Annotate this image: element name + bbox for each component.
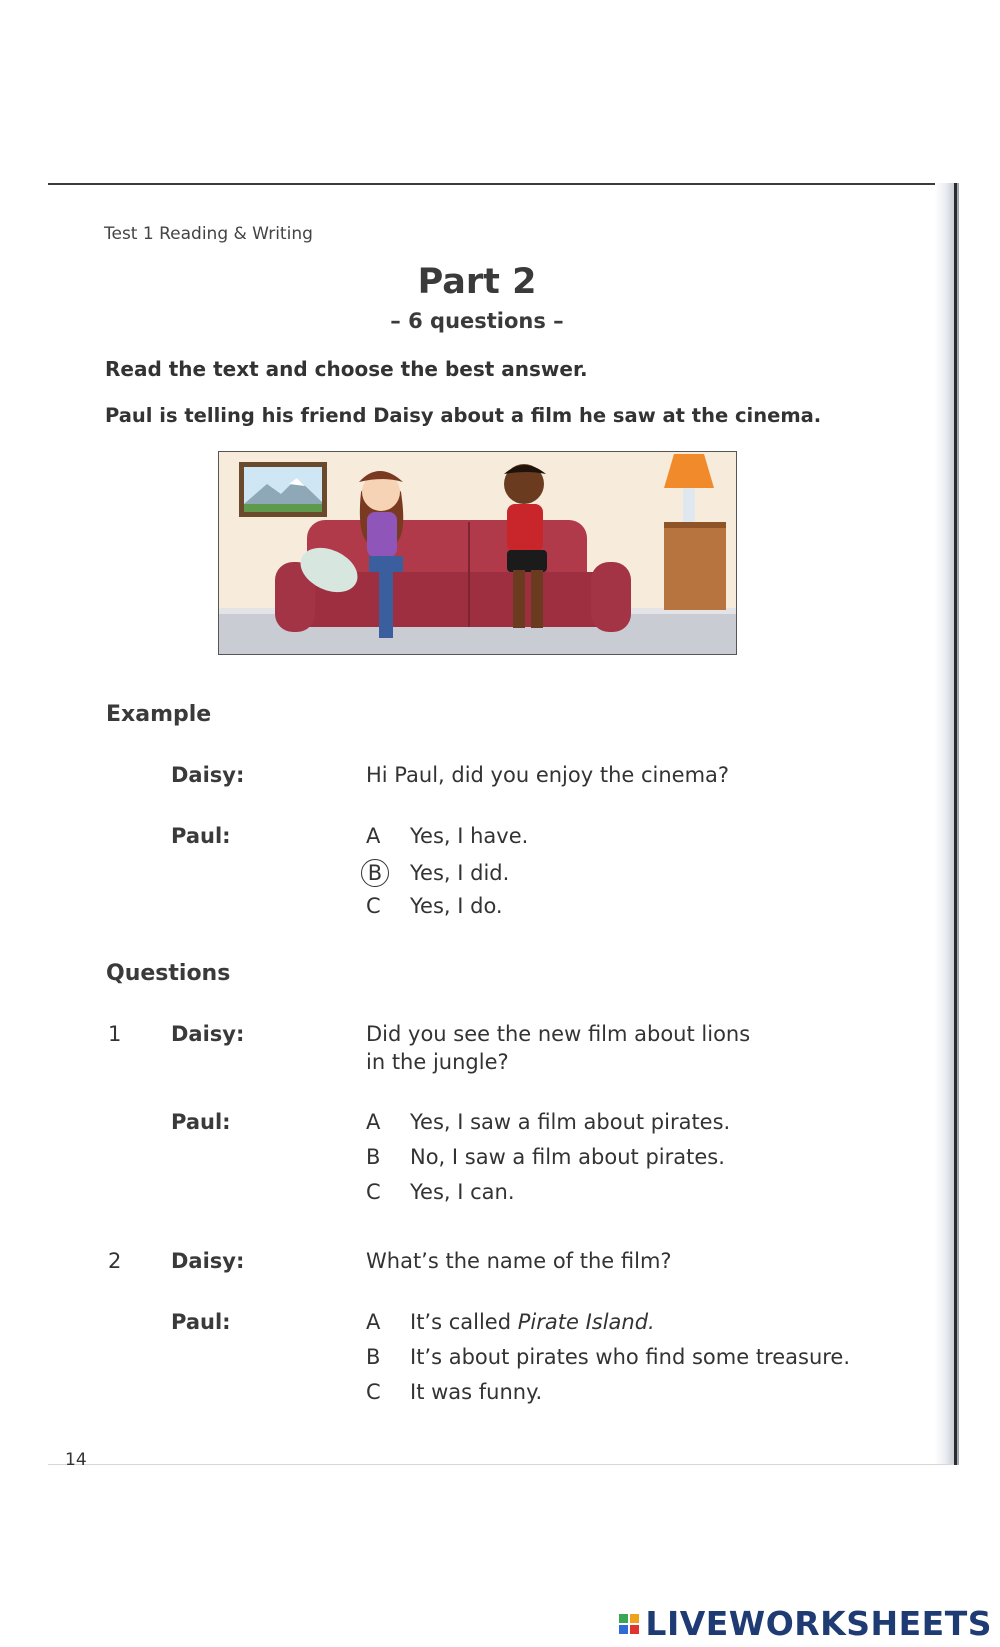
option-text: It was funny. bbox=[410, 1380, 543, 1404]
option-letter: C bbox=[366, 1180, 381, 1204]
option-text: Yes, I have. bbox=[410, 824, 529, 848]
q1-daisy-label: Daisy: bbox=[171, 1022, 245, 1046]
option-letter: C bbox=[366, 894, 381, 918]
page-number: 14 bbox=[65, 1450, 87, 1470]
option-letter: B bbox=[366, 1345, 381, 1369]
part-title: Part 2 bbox=[417, 262, 537, 302]
q1-option-b[interactable] bbox=[366, 1145, 725, 1169]
example-daisy-line: Hi Paul, did you enjoy the cinema? bbox=[366, 763, 730, 787]
option-text: Yes, I can. bbox=[410, 1180, 515, 1204]
example-heading: Example bbox=[106, 702, 212, 727]
questions-heading: Questions bbox=[106, 961, 231, 986]
selected-answer-circle: B bbox=[361, 859, 389, 887]
two-children-on-sofa-illustration bbox=[218, 451, 737, 655]
option-letter: C bbox=[366, 1380, 381, 1404]
q1-daisy-line-2: in the jungle? bbox=[366, 1050, 509, 1074]
instruction-text: Read the text and choose the best answer. bbox=[105, 357, 588, 381]
option-letter: B bbox=[366, 1145, 381, 1169]
option-letter: A bbox=[366, 824, 381, 848]
option-letter-circled bbox=[366, 859, 410, 887]
option-letter: A bbox=[366, 1110, 381, 1134]
option-text: Yes, I did. bbox=[410, 861, 510, 885]
liveworksheets-brand[interactable] bbox=[619, 1604, 992, 1643]
q1-option-c[interactable] bbox=[366, 1180, 515, 1204]
film-title: Pirate Island. bbox=[517, 1310, 655, 1334]
q2-option-a[interactable] bbox=[366, 1310, 655, 1334]
question-number: 1 bbox=[108, 1022, 122, 1046]
page-bottom-edge bbox=[48, 1464, 954, 1465]
liveworksheets-logo-icon bbox=[619, 1614, 639, 1634]
context-text: Paul is telling his friend Daisy about a film he saw at the cinema. bbox=[105, 404, 822, 427]
book-spine-edge bbox=[954, 183, 957, 1465]
example-paul-label: Paul: bbox=[171, 824, 231, 848]
option-text: Yes, I saw a film about pirates. bbox=[410, 1110, 731, 1134]
example-daisy-label: Daisy: bbox=[171, 763, 245, 787]
brand-text: LIVEWORKSHEETS bbox=[645, 1604, 992, 1643]
q2-daisy-line: What’s the name of the film? bbox=[366, 1249, 672, 1273]
example-option-c bbox=[366, 894, 503, 918]
option-text: It’s about pirates who find some treasure. bbox=[410, 1345, 851, 1369]
running-header: Test 1 Reading & Writing bbox=[104, 224, 313, 244]
option-text: It’s called bbox=[410, 1310, 518, 1334]
q2-paul-label: Paul: bbox=[171, 1310, 231, 1334]
q2-option-b[interactable] bbox=[366, 1345, 850, 1369]
question-number: 2 bbox=[108, 1249, 122, 1273]
option-text: Yes, I do. bbox=[410, 894, 503, 918]
q1-paul-label: Paul: bbox=[171, 1110, 231, 1134]
q1-daisy-line-1: Did you see the new film about lions bbox=[366, 1022, 751, 1046]
page-top-rule bbox=[48, 183, 954, 185]
option-text: No, I saw a film about pirates. bbox=[410, 1145, 725, 1169]
q2-daisy-label: Daisy: bbox=[171, 1249, 245, 1273]
option-letter: A bbox=[366, 1310, 381, 1334]
q1-option-a[interactable] bbox=[366, 1110, 730, 1134]
part-subtitle: – 6 questions – bbox=[390, 309, 564, 333]
q2-option-c[interactable] bbox=[366, 1380, 542, 1404]
example-option-a bbox=[366, 824, 528, 848]
example-option-b bbox=[366, 859, 509, 887]
